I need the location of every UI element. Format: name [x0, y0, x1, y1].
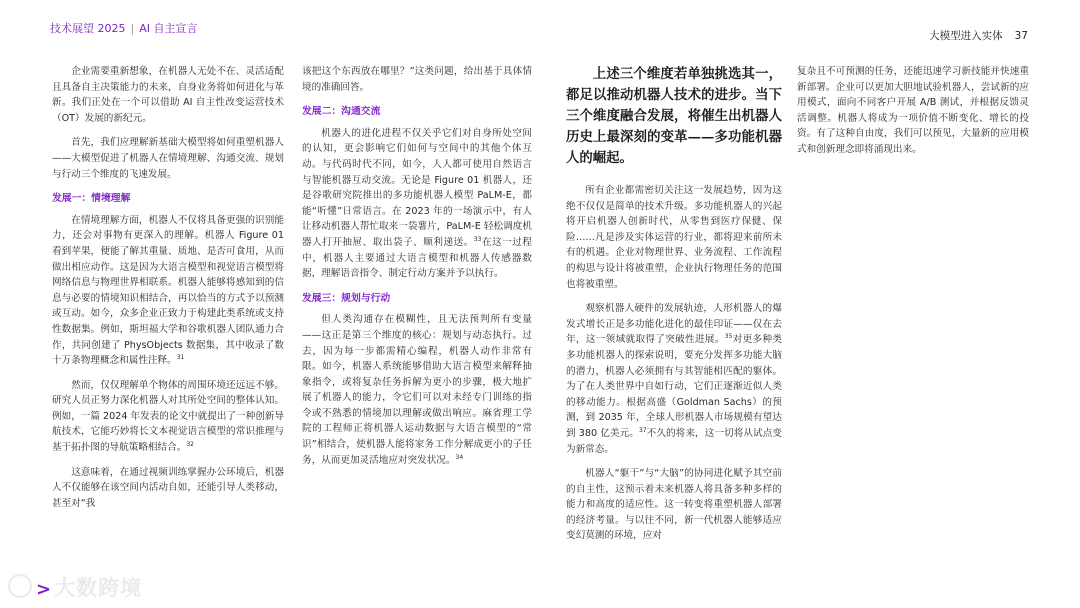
- header-separator: |: [130, 22, 135, 35]
- watermark: [8, 572, 142, 602]
- footnote-ref: 33: [473, 235, 482, 243]
- paragraph-text: 在这一过程中，机器人主要通过大语言模型和机器人传感器数据，理解语音指令、制定行动方案并予以执行。: [302, 236, 533, 280]
- publication-title: 技术展望 2025: [50, 22, 126, 35]
- paragraph-text: 然而，仅仅理解单个物体的周围环境还远远不够。研究人员正努力深化机器人对其所处空间的整体认知。例如，一篇 2024 年发表的论文中就提出了一种创新导航技术，它能巧妙将长文本视觉语言模型的常识推理与基于拓扑图的导航策略相结合。: [52, 379, 284, 454]
- paragraph-text: 对更多种类多功能机器人的探索说明，要充分发挥多功能大脑的潜力，机器人必须拥有与其智能相匹配的躯体。为了在人类世界中自如行动，它们正逐渐近似人类的移动能力。根据高盛（Goldman Sachs）的预测，到 2035 年，全球人形机器人市场规模有望达到 380 亿美元。: [566, 334, 782, 439]
- paragraph: 企业需要重新想象，在机器人无处不在、灵活适配且具备自主决策能力的未来，自身业务将如何进化与革新。我们正处在一个可以借助 AI 自主性改变运营技术（OT）发展的新纪元。: [52, 66, 284, 124]
- paragraph: 所有企业都需密切关注这一发展趋势，因为这绝不仅仅是简单的技术升级。多功能机器人的兴起将开启机器人创新时代，从零售到医疗保健、保险……凡是涉及实体运营的行业，都将迎来前所未有的机遇。企业对物理世界、业务流程、工作流程的构思与设计将被重塑，企业执行物理任务的范围也将被重塑。: [566, 185, 782, 290]
- paragraph-text: 机器人的进化进程不仅关乎它们对自身所处空间的认知，更会影响它们如何与空间中的其他个体互动。与代码时代不同，如今，人人都可使用自然语言与智能机器互动交流。无论是 Figure 01 机器人，还是谷歌研究院推出的多功能机器人模型 PaLM-E，都能“听懂”日常语言。在 2023 年的一场演示中，有人让移动机器人帮忙取来一袋薯片，PaLM-E 轻松调度机器人打开抽屉、取出袋子、顺利递送。: [302, 127, 532, 248]
- section-heading: 发展三：规划与行动: [302, 292, 391, 304]
- paragraph: [52, 378, 284, 456]
- paragraph: 首先，我们应理解新基础大模型将如何重塑机器人——大模型促进了机器人在情境理解、沟通交流、规划与行动三个维度的飞速发展。: [52, 137, 284, 180]
- footnote-ref: 37: [638, 426, 647, 434]
- footnote-ref: 34: [455, 453, 464, 461]
- pull-quote: 上述三个维度若单独挑选其一，都足以推动机器人技术的进步。当下三个维度融合发展，将催生出机器人历史上最深刻的变革——多功能机器人的崛起。: [566, 66, 782, 166]
- running-header-left: [50, 20, 197, 36]
- paragraph-text: 但人类沟通存在模糊性，且无法预判所有变量——这正是第三个维度的核心：规划与动态执行。过去，因为每一步都需精心编程，机器人动作非常有限。如今，机器人系统能够借助大语言模型来解释抽象指令，或将复杂任务拆解为更小的步骤，极大地扩展了机器人的能力，令它们可以对未经专门训练的指令或不熟悉的情境加以理解或做出响应。麻省理工学院的工程师正将机器人运动数据与大语言模型的“常识”相结合，使机器人能将家务工作分解成更小的子任务，从而更加灵活地应对突发状况。: [302, 314, 532, 466]
- text-column-3: [566, 64, 782, 553]
- footnote-ref: 32: [186, 440, 194, 448]
- page-number: 37: [1014, 30, 1028, 42]
- paragraph-text: 在情境理解方面，机器人不仅将具备更强的识别能力，还会对事物有更深入的理解。机器人 Figure 01 看到苹果，便能了解其重量、质地、是否可食用，从而做出相应动作。这是因为大语言模型和视觉语言模型将网络信息与物理世界相联系。机器人能够将感知到的信息与必要的情境知识相结合，再以恰当的方式予以预测或互动。如今，众多企业正致力于构建此类系统或支持性数据集。例如，斯坦福大学和谷歌机器人团队通力合作，共同创建了 PhysObjects 数据集，其中收录了数十万条物理概念和属性注释。: [52, 214, 284, 367]
- watermark-text: 大数跨境: [54, 576, 143, 600]
- text-column-1: [52, 64, 284, 520]
- paragraph-text: 观察机器人硬件的发展轨迹，人形机器人的爆发式增长正是多功能化进化的最佳印证——仅在去年，这一领域就取得了突破性进展。: [566, 303, 782, 346]
- watermark-arrow-icon: >: [36, 579, 53, 600]
- text-column-2: [302, 64, 532, 477]
- paragraph: 该把这个东西放在哪里？”这类问题，给出基于具体情境的准确回答。: [302, 66, 532, 93]
- footnote-ref: 31: [176, 353, 185, 361]
- watermark-logo-icon: [8, 574, 32, 598]
- paragraph-text: 不久的将来，这一切将从试点变为新常态。: [566, 427, 782, 455]
- text-column-4: [797, 64, 1029, 167]
- paragraph: 这意味着，在通过视频训练掌握办公环境后，机器人不仅能够在该空间内活动自如，还能引导人类移动，甚至对“我: [52, 466, 284, 509]
- paragraph: [566, 301, 782, 457]
- paragraph: 复杂且不可预测的任务，还能迅速学习新技能并快速重新部署。企业可以更加大胆地试验机器人，尝试新的应用模式，面向不同客户开展 A/B 测试，并根据反馈灵活调整。机器人将成为一项价值不断变化、增长的投资。有了这种自由度，我们可以预见，大量新的应用模式和创新理念即将涌现出来。: [797, 66, 1029, 155]
- paragraph: 机器人“躯干”与“大脑”的协同进化赋予其空前的自主性，这预示着未来机器人将具备多种多样的能力和高度的适应性。这一转变将重塑机器人部署的经济考量。与以往不同，新一代机器人能够适应变幻莫测的环境，应对: [566, 468, 782, 542]
- chapter-title: 大模型进入实体: [929, 30, 1003, 42]
- paragraph: [52, 213, 284, 369]
- paragraph: [302, 312, 532, 468]
- section-heading: 发展一：情境理解: [52, 193, 131, 205]
- section-heading: 发展二：沟通交流: [302, 106, 381, 118]
- section-title: AI 自主宣言: [139, 22, 198, 35]
- footnote-ref: 35: [724, 333, 733, 341]
- running-header-right: [929, 28, 1028, 43]
- paragraph: [302, 126, 532, 282]
